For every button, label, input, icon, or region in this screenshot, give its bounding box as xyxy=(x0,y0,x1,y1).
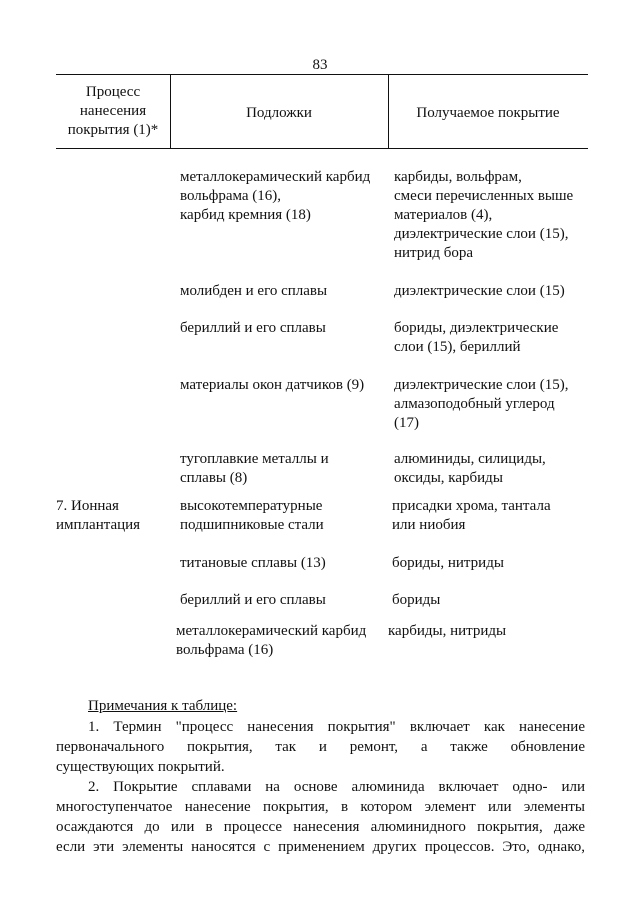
row-8-coating: бориды xyxy=(392,592,441,608)
row-8-substrate: бериллий и его сплавы xyxy=(180,592,326,608)
table-top-border xyxy=(56,74,588,75)
note-1-line-1: 1. Термин "процесс нанесения покрытия" включает как нанесение xyxy=(88,719,585,735)
row-2-coating: диэлектрические слои (15) xyxy=(394,283,565,299)
note-2-line-2: многоступенчатое нанесение покрытия, в котором элемент или элементы xyxy=(56,799,585,815)
note-2-line-3: осаждаются до или в процессе нанесения алюминидного покрытия, даже xyxy=(56,819,585,835)
notes-title: Примечания к таблице: xyxy=(88,698,238,714)
note-2-line-4: если эти элементы наносятся с применением других процессов. Это, однако, xyxy=(56,839,585,855)
row-4-substrate: материалы окон датчиков (9) xyxy=(180,377,365,393)
header-coating: Получаемое покрытие xyxy=(416,105,560,121)
note-2-line-1: 2. Покрытие сплавами на основе алюминида включает одно- или xyxy=(88,779,585,795)
row-3-coating: бориды, диэлектрические слои (15), бериллий xyxy=(394,320,559,355)
row-1-substrate: металлокерамический карбид вольфрама (16), карбид кремния (18) xyxy=(180,169,371,223)
row-9-substrate: металлокерамический карбид вольфрама (16) xyxy=(176,623,367,658)
row-4-coating: диэлектрические слои (15), алмазоподобный углерод (17) xyxy=(394,377,569,431)
row-6-coating: присадки хрома, тантала или ниобия xyxy=(392,498,551,533)
table-header-bottom-border xyxy=(56,148,588,149)
row-1-coating: карбиды, вольфрам, смеси перечисленных выше материалов (4), диэлектрические слои (15), нитрид бора xyxy=(394,169,574,261)
row-3-substrate: бериллий и его сплавы xyxy=(180,320,326,336)
note-1-line-3: существующих покрытий. xyxy=(56,759,225,775)
row-5-substrate: тугоплавкие металлы и сплавы (8) xyxy=(180,451,329,486)
header-process: Процесс нанесения покрытия (1)* xyxy=(67,84,159,138)
row-7-substrate: титановые сплавы (13) xyxy=(180,555,326,571)
row-6-process: 7. Ионная имплантация xyxy=(56,498,141,533)
row-5-coating: алюминиды, силициды, оксиды, карбиды xyxy=(394,451,546,486)
header-substrates: Подложки xyxy=(246,105,312,121)
row-7-coating: бориды, нитриды xyxy=(392,555,504,571)
row-9-coating: карбиды, нитриды xyxy=(388,623,507,639)
page-number: 83 xyxy=(312,57,328,73)
note-1-line-2: первоначального покрытия, так и ремонт, а также обновление xyxy=(56,739,585,755)
row-6-substrate: высокотемпературные подшипниковые стали xyxy=(180,498,324,533)
row-2-substrate: молибден и его сплавы xyxy=(180,283,328,299)
